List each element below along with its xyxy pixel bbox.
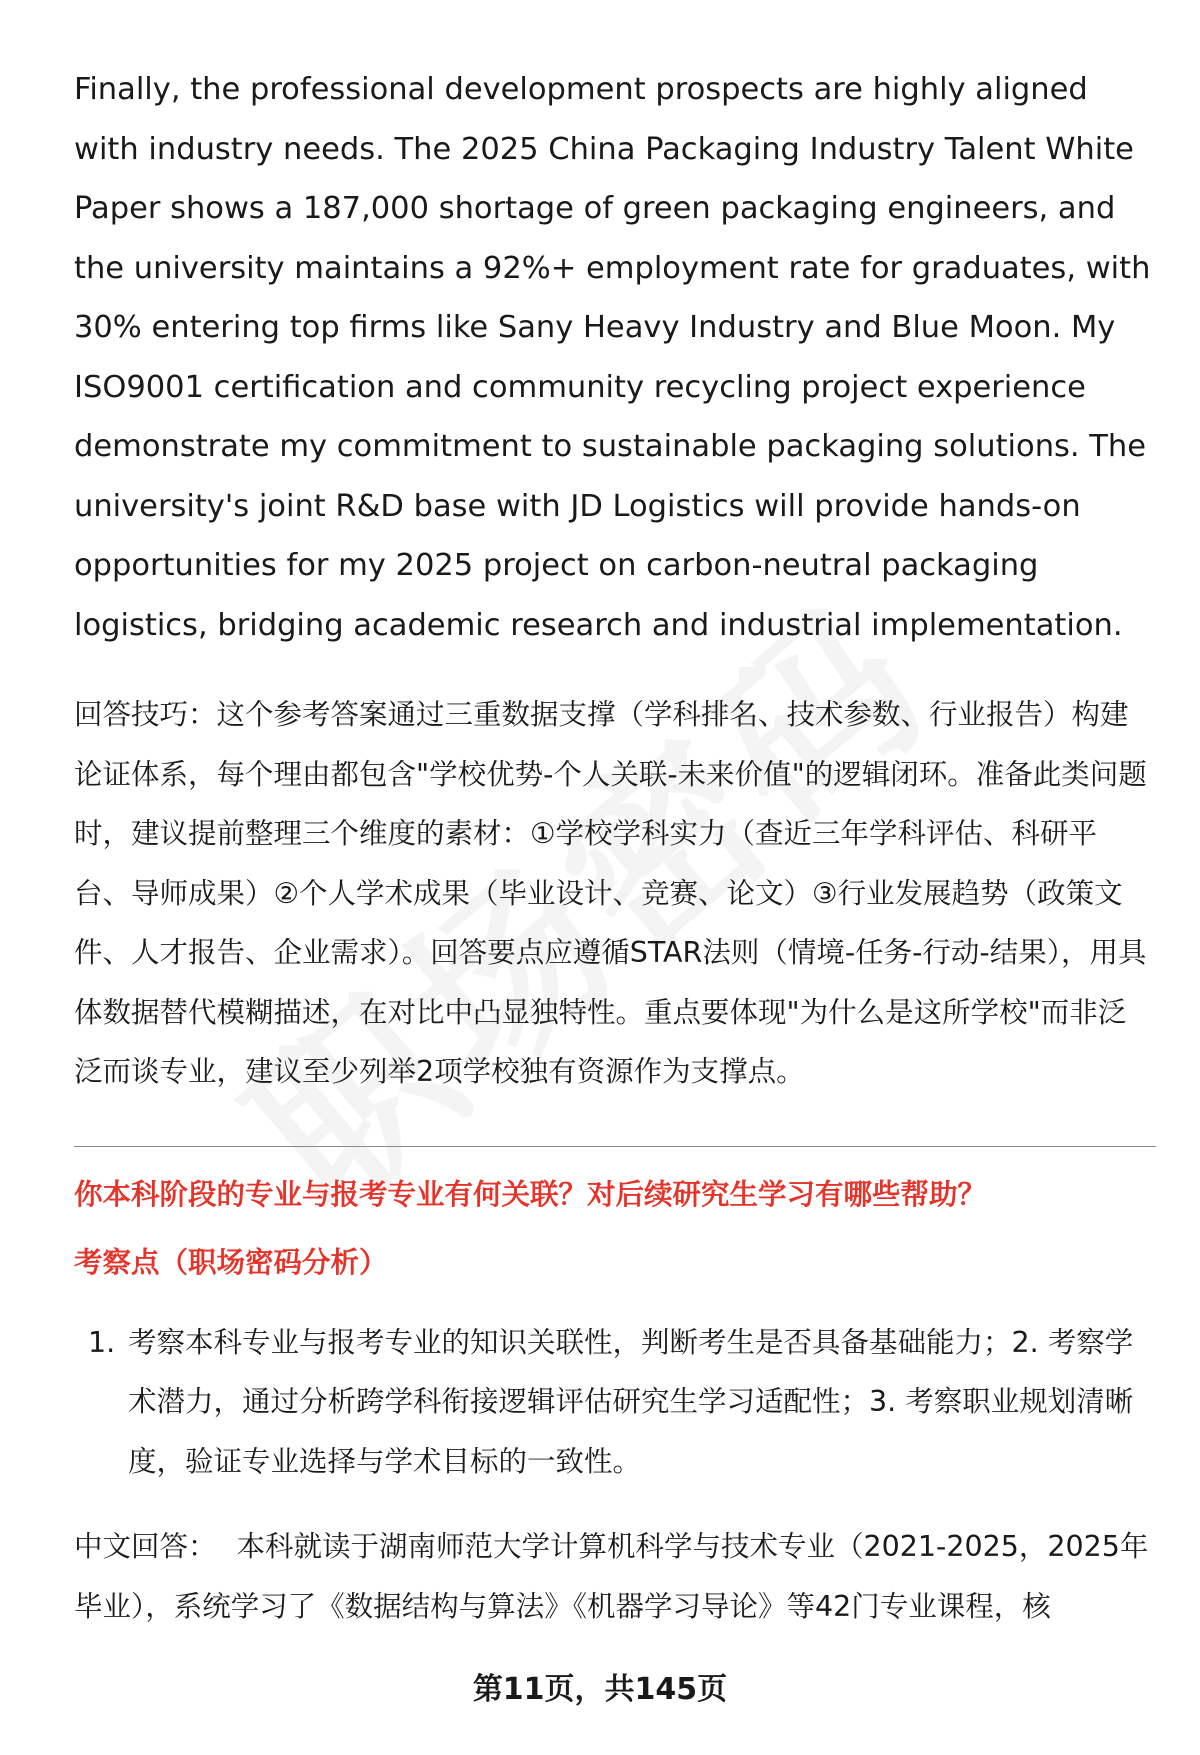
section-divider [74,1146,1156,1147]
list-item [74,1313,1154,1492]
answer-text: 本科就读于湖南师范大学计算机科学与技术专业（2021-2025，2025年毕业），系统学习了《数据结构与算法》《机器学习导论》等42门专业课程，核 [74,1530,1149,1623]
focus-list [74,1313,1154,1492]
answer-label: 中文回答： [74,1530,217,1563]
answer-tips-paragraph: 回答技巧：这个参考答案通过三重数据支撑（学科排名、技术参数、行业报告）构建论证体系，每个理由都包含"学校优势-个人关联-未来价值"的逻辑闭环。准备此类问题时，建议提前整理三个维度的素材：①学校学科实力（查近三年学科评估、科研平台、导师成果）②个人学术成果（毕业设计、竞赛、论文）③行业发展趋势（政策文件、人才报告、企业需求）。回答要点应遵循STAR法则（情境-任务-行动-结果），用具体数据替代模糊描述，在对比中凸显独特性。重点要体现"为什么是这所学校"而非泛泛而谈专业，建议至少列举2项学校独有资源作为支撑点。 [74,698,1147,1088]
list-item-text: 考察本科专业与报考专业的知识关联性，判断考生是否具备基础能力；2. 考察学术潜力，通过分析跨学科衔接逻辑评估研究生学习适配性；3. 考察职业规划清晰度，验证专业选择与学术目标的一致性。 [128,1325,1134,1478]
document-body [74,60,1154,1636]
list-item-number: 1. [88,1325,116,1359]
focus-heading: 考察点（职场密码分析） [74,1245,388,1279]
english-answer-paragraph: Finally, the professional development prospects are highly aligned with industry needs. The 2025 China Packaging Industry Talent White Paper shows a 187,000 shortage of green packaging engineers, and the university maintains a 92%+ employment rate for graduates, with 30% entering top firms like Sany Heavy Industry and Blue Moon. My ISO9001 certification and community recycling project experience demonstrate my commitment to sustainable packaging solutions. The university's joint R&D base with JD Logistics will provide hands-on opportunities for my 2025 project on carbon-neutral packaging logistics, bridging academic research and industrial implementation. [74,72,1151,643]
chinese-answer-paragraph [74,1517,1154,1636]
question-heading: 你本科阶段的专业与报考专业有何关联？对后续研究生学习有哪些帮助？ [74,1177,987,1211]
page-number: 第11页，共145页 [472,1672,728,1707]
